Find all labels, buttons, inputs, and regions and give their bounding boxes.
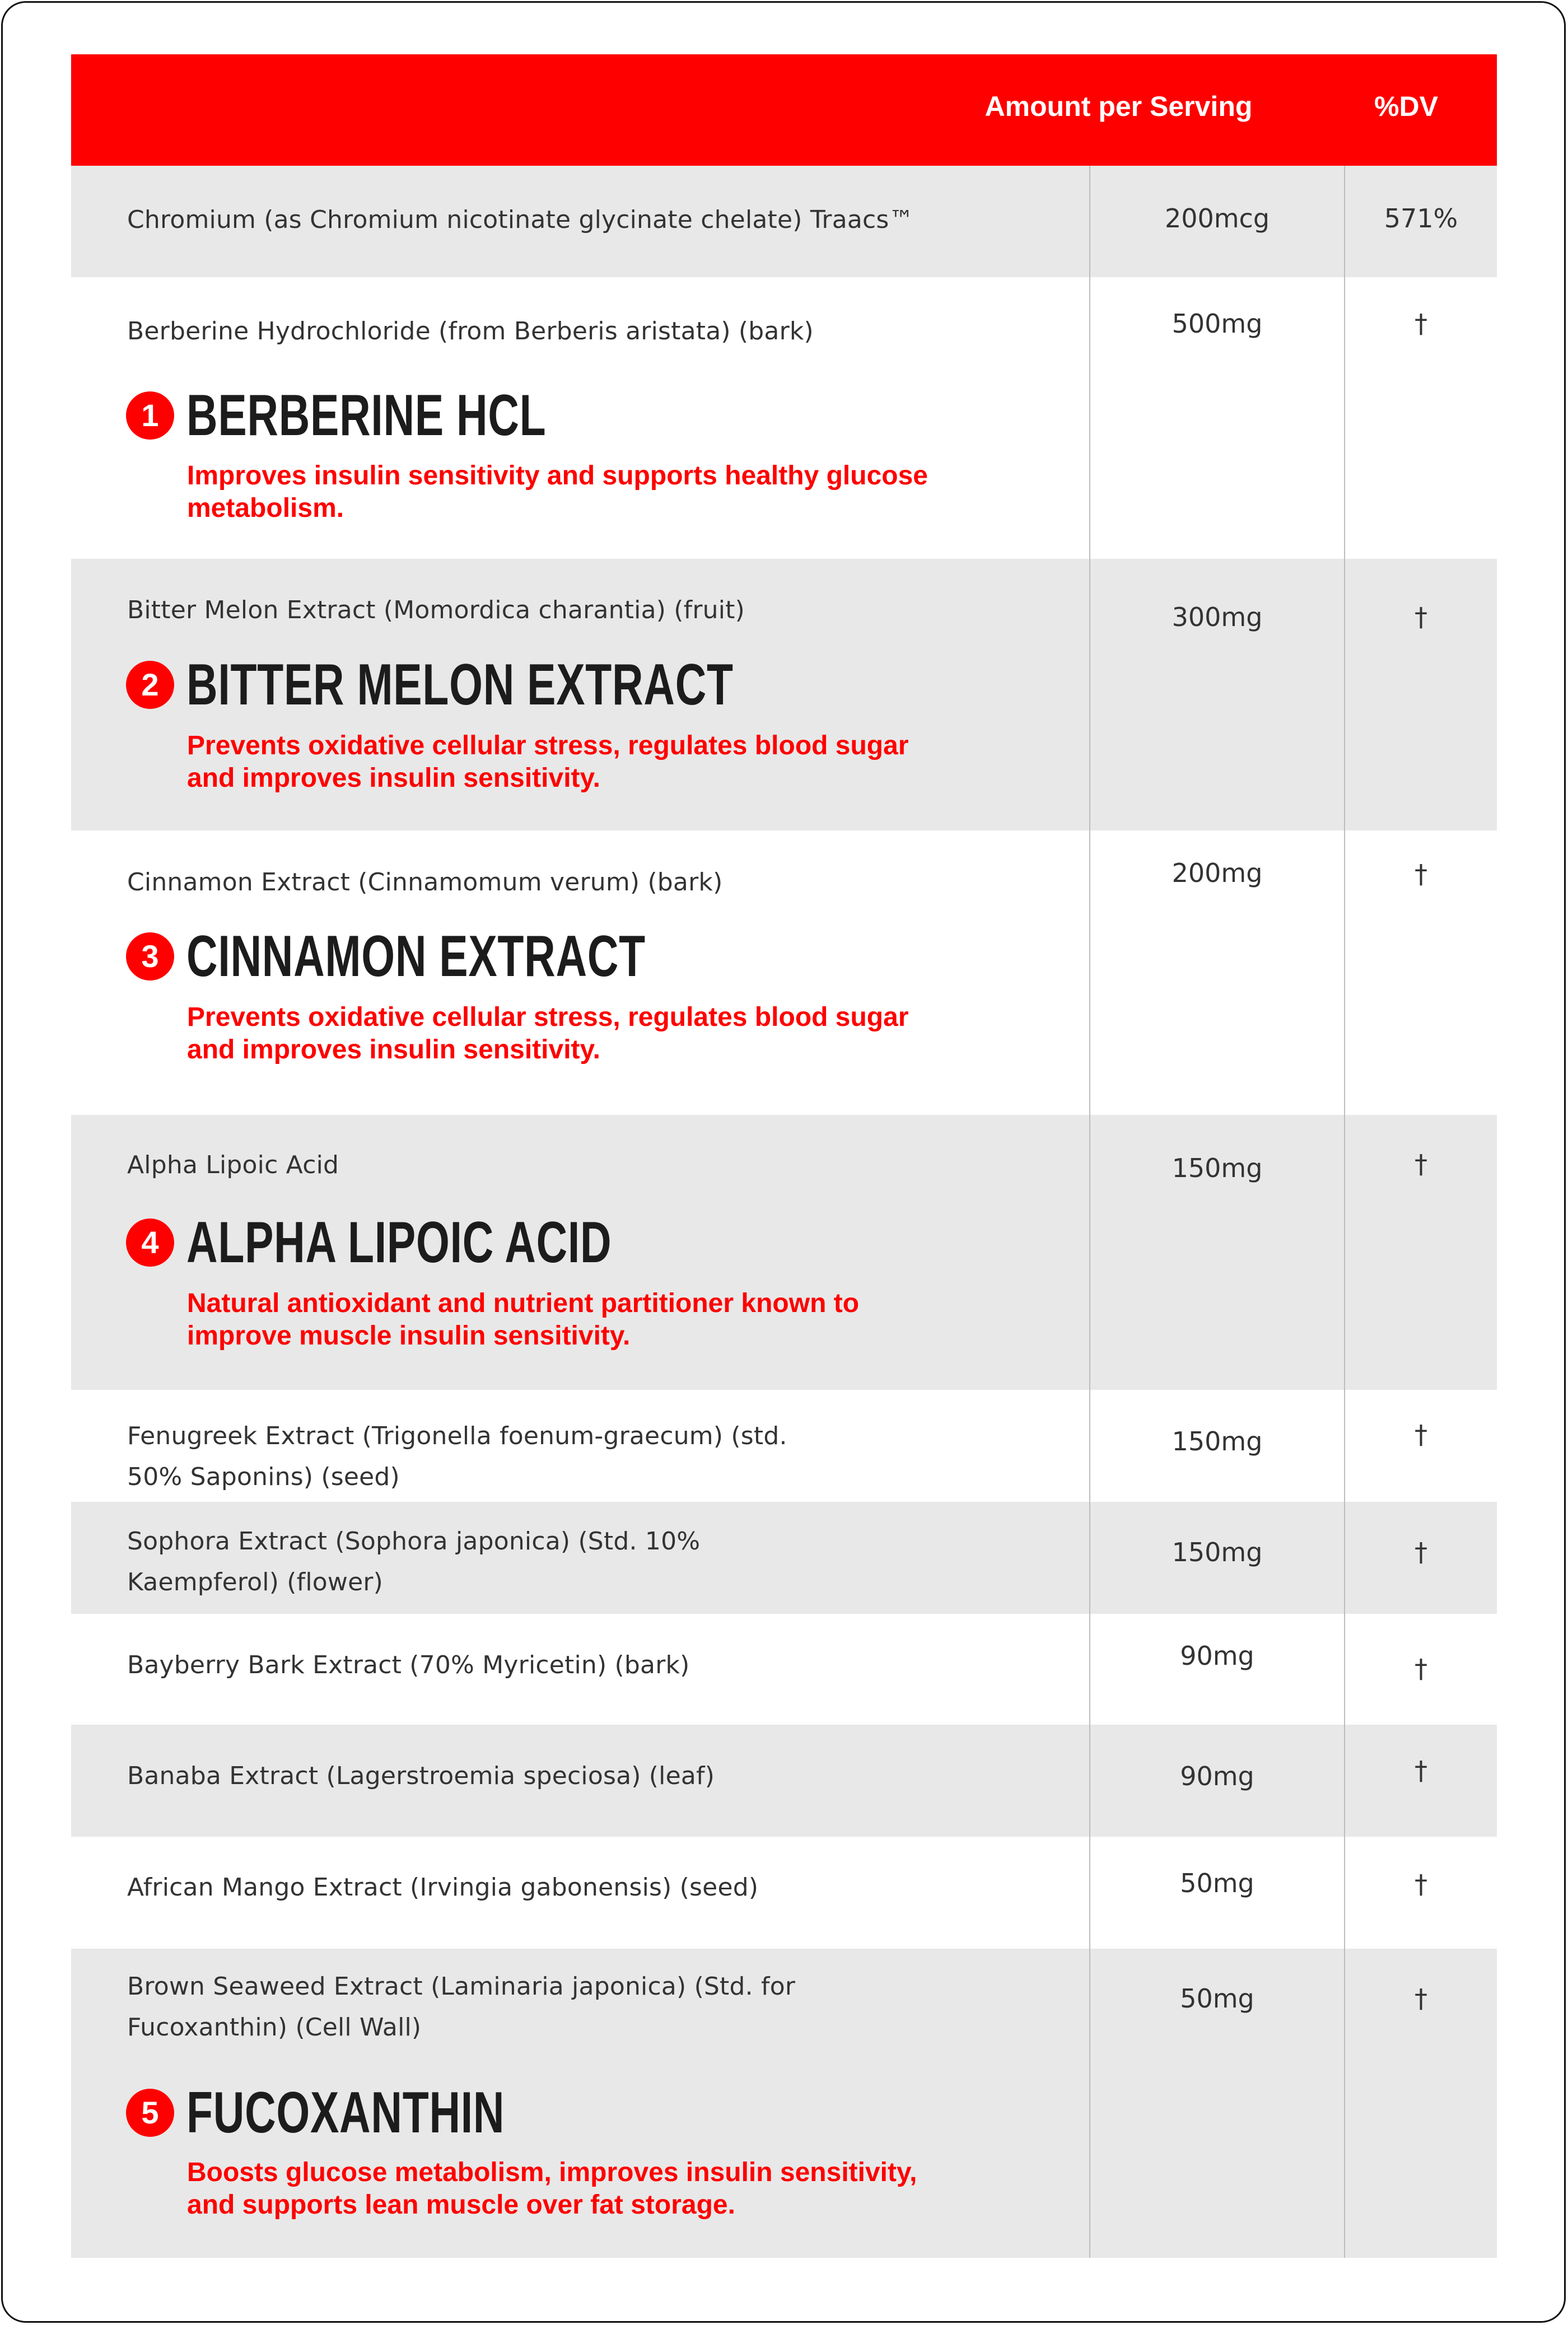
dv-value: 571% — [1384, 203, 1458, 234]
dv-value: † — [1415, 859, 1427, 889]
dv-value: † — [1415, 1756, 1427, 1786]
table-row — [71, 830, 1497, 1115]
ingredient-name-line: African Mango Extract (Irvingia gabonensis) (seed) — [127, 1873, 759, 1902]
ingredient-name-line: Alpha Lipoic Acid — [127, 1151, 339, 1179]
description-line: Improves insulin sensitivity and supports healthy glucose — [187, 461, 928, 491]
ingredient-name-line: Cinnamon Extract (Cinnamomum verum) (bark) — [127, 868, 723, 897]
amount-value: 50mg — [1180, 1868, 1254, 1898]
number-badge: 5 — [126, 2089, 174, 2137]
ingredient-name — [127, 1645, 1051, 1686]
ingredient-name — [127, 862, 1051, 903]
ingredient-name — [127, 1521, 1051, 1603]
description-line: and improves insulin sensitivity. — [187, 1035, 600, 1065]
highlight-description — [187, 730, 1061, 795]
ingredient-name — [127, 311, 1051, 352]
description-line: Prevents oxidative cellular stress, regulates blood sugar — [187, 1002, 909, 1032]
table-row — [71, 1949, 1497, 2258]
table-row — [71, 277, 1497, 559]
dv-value: † — [1415, 1420, 1427, 1450]
table-row — [71, 559, 1497, 830]
amount-value: 90mg — [1180, 1641, 1254, 1671]
ingredient-name — [127, 1416, 1051, 1497]
dv-value: † — [1415, 602, 1427, 632]
description-line: and improves insulin sensitivity. — [187, 763, 600, 793]
description-line: Boosts glucose metabolism, improves insulin sensitivity, — [187, 2158, 917, 2187]
dv-value: † — [1415, 1869, 1427, 1899]
highlight-title: BERBERINE HCL — [186, 383, 547, 448]
ingredient-name-line: Chromium (as Chromium nicotinate glycinate chelate) Traacs™ — [127, 206, 914, 234]
ingredient-name-line: Kaempferol) (flower) — [127, 1568, 383, 1596]
ingredient-name — [127, 590, 1051, 631]
ingredient-name — [127, 199, 1051, 240]
ingredient-name-line: 50% Saponins) (seed) — [127, 1463, 400, 1491]
supplement-facts-table — [71, 54, 1497, 2258]
ingredient-name — [127, 1145, 1051, 1185]
amount-value: 90mg — [1180, 1761, 1254, 1791]
ingredient-name-line: Sophora Extract (Sophora japonica) (Std. 10% — [127, 1527, 701, 1556]
table-row — [71, 1115, 1497, 1390]
header-amount-per-serving: Amount per Serving — [984, 91, 1253, 122]
ingredient-name-line: Fucoxanthin) (Cell Wall) — [127, 2013, 422, 2042]
ingredient-name-line: Fenugreek Extract (Trigonella foenum-graecum) (std. — [127, 1422, 787, 1450]
amount-value: 200mg — [1172, 858, 1263, 888]
description-line: and supports lean muscle over fat storage. — [187, 2190, 735, 2220]
table-row — [71, 1837, 1497, 1949]
highlight-title: FUCOXANTHIN — [186, 2080, 505, 2145]
number-badge: 4 — [126, 1218, 174, 1267]
amount-value: 50mg — [1180, 1983, 1254, 2014]
highlight-title: CINNAMON EXTRACT — [186, 924, 646, 989]
amount-value: 150mg — [1172, 1537, 1263, 1567]
ingredient-name-line: Bayberry Bark Extract (70% Myricetin) (bark) — [127, 1651, 690, 1679]
amount-value: 300mg — [1172, 602, 1263, 632]
number-badge: 2 — [126, 661, 174, 709]
ingredient-name — [127, 1756, 1051, 1796]
ingredient-name-line: Banaba Extract (Lagerstroemia speciosa) (leaf) — [127, 1762, 715, 1790]
dv-value: † — [1415, 1654, 1427, 1684]
ingredient-name-line: Brown Seaweed Extract (Laminaria japonica) (Std. for — [127, 1972, 796, 2001]
dv-value: † — [1415, 1537, 1427, 1567]
amount-value: 150mg — [1172, 1153, 1263, 1183]
ingredient-name-line: Bitter Melon Extract (Momordica charantia) (fruit) — [127, 596, 745, 624]
highlight-title: BITTER MELON EXTRACT — [186, 652, 734, 717]
dv-value: † — [1415, 309, 1427, 339]
dv-value: † — [1415, 1149, 1427, 1179]
amount-value: 200mcg — [1164, 203, 1270, 234]
description-line: improve muscle insulin sensitivity. — [187, 1321, 631, 1351]
ingredient-name — [127, 1966, 1051, 2048]
table-header — [71, 54, 1497, 166]
dv-value: † — [1415, 1983, 1427, 2014]
description-line: Prevents oxidative cellular stress, regulates blood sugar — [187, 731, 909, 760]
column-divider — [1089, 166, 1090, 2258]
header-percent-dv: %DV — [1374, 91, 1438, 122]
column-divider — [1344, 166, 1345, 2258]
table-row — [71, 166, 1497, 277]
amount-value: 500mg — [1172, 309, 1263, 339]
highlight-description — [187, 460, 1061, 525]
description-line: Natural antioxidant and nutrient partitioner known to — [187, 1288, 860, 1318]
table-row — [71, 1502, 1497, 1614]
ingredient-name — [127, 1867, 1051, 1908]
highlight-description — [187, 1287, 1061, 1352]
highlight-title: ALPHA LIPOIC ACID — [186, 1210, 612, 1275]
description-line: metabolism. — [187, 493, 344, 523]
amount-value: 150mg — [1172, 1426, 1263, 1456]
number-badge: 3 — [126, 932, 174, 981]
table-row — [71, 1614, 1497, 1725]
highlight-description — [187, 1001, 1061, 1066]
table-row — [71, 1725, 1497, 1837]
highlight-description — [187, 2156, 1061, 2221]
number-badge: 1 — [126, 391, 174, 440]
table-row — [71, 1390, 1497, 1502]
ingredient-name-line: Berberine Hydrochloride (from Berberis aristata) (bark) — [127, 317, 814, 346]
